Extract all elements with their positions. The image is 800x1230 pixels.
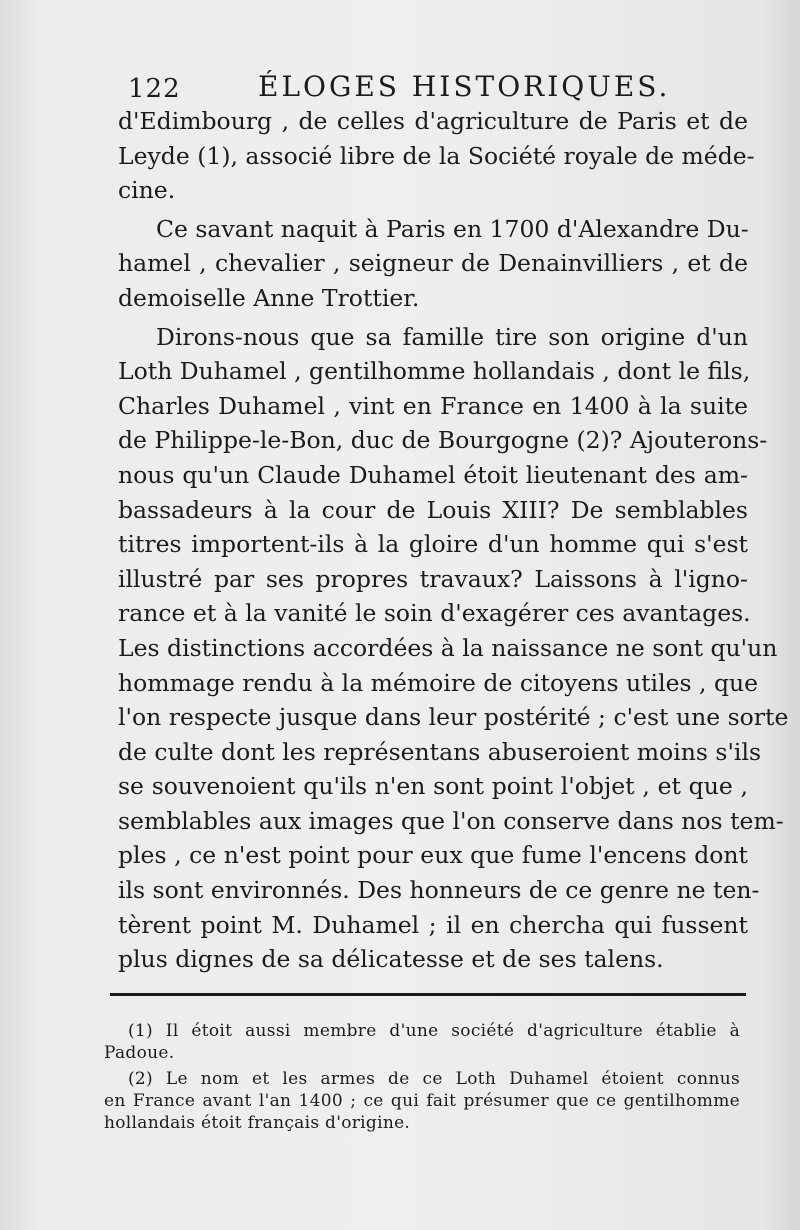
text-line: tèrent point M. Duhamel ; il en chercha qui fussent — [118, 910, 748, 939]
text-line: l'on respecte jusque dans leur postérité ; c'est une sorte — [118, 703, 789, 732]
footnote-line: hollandais étoit français d'origine. — [104, 1113, 411, 1133]
page-number: 122 — [128, 74, 181, 104]
footnote-line: (1) Il étoit aussi membre d'une société d'agriculture établie à — [128, 1021, 740, 1041]
text-line: ples , ce n'est point pour eux que fume l'encens dont — [118, 841, 748, 870]
text-line: semblables aux images que l'on conserve dans nos tem- — [118, 806, 784, 835]
text-line: Charles Duhamel , vint en France en 1400 à la suite — [118, 391, 748, 420]
text-line: Les distinctions accordées à la naissance ne sont qu'un — [118, 633, 778, 662]
text-line: Ce savant naquit à Paris en 1700 d'Alexandre Du- — [156, 214, 749, 243]
footnote-line: Padoue. — [104, 1043, 175, 1063]
paragraph — [118, 104, 755, 208]
text-line: demoiselle Anne Trottier. — [118, 283, 420, 312]
footnote — [104, 1020, 740, 1064]
text-line: se souvenoient qu'ils n'en sont point l'objet , et que , — [118, 772, 748, 801]
footnotes — [104, 1020, 740, 1138]
main-text — [118, 104, 789, 981]
text-line: bassadeurs à la cour de Louis XIII? De semblables — [118, 495, 748, 524]
text-line: d'Edimbourg , de celles d'agriculture de Paris et de — [118, 107, 748, 135]
text-line: ils sont environnés. Des honneurs de ce genre ne ten- — [118, 876, 760, 905]
text-line: hommage rendu à la mémoire de citoyens utiles , que — [118, 668, 759, 697]
text-line: rance et à la vanité le soin d'exagérer ces avantages. — [118, 599, 751, 628]
text-line: plus dignes de sa délicatesse et de ses talens. — [118, 945, 664, 974]
page-header — [128, 68, 671, 108]
text-line: Leyde (1), associé libre de la Société royale de méde- — [118, 141, 755, 170]
footnote-divider — [110, 993, 746, 996]
text-line: cine. — [118, 176, 176, 205]
text-line: titres importent-ils à la gloire d'un homme qui s'est — [118, 530, 748, 559]
paragraph — [118, 212, 748, 316]
footnote — [104, 1068, 740, 1134]
paragraph — [118, 320, 789, 977]
text-line: hamel , chevalier , seigneur de Denainvilliers , et de — [118, 249, 748, 278]
footnote-line: en France avant l'an 1400 ; ce qui fait présumer que ce gentilhomme — [104, 1091, 740, 1111]
text-line: de culte dont les représentans abuseroient moins s'ils — [118, 737, 762, 766]
footnote-line: (2) Le nom et les armes de ce Loth Duhamel étoient connus — [128, 1069, 740, 1089]
text-line: de Philippe-le-Bon, duc de Bourgogne (2)? Ajouterons- — [118, 426, 768, 455]
text-line: Dirons-nous que sa famille tire son origine d'un — [156, 322, 748, 351]
text-line: illustré par ses propres travaux? Laissons à l'igno- — [118, 564, 748, 593]
text-line: nous qu'un Claude Duhamel étoit lieutenant des am- — [118, 460, 748, 489]
text-line: Loth Duhamel , gentilhomme hollandais , dont le fils, — [118, 357, 751, 386]
running-title: ÉLOGES HISTORIQUES. — [258, 70, 671, 103]
